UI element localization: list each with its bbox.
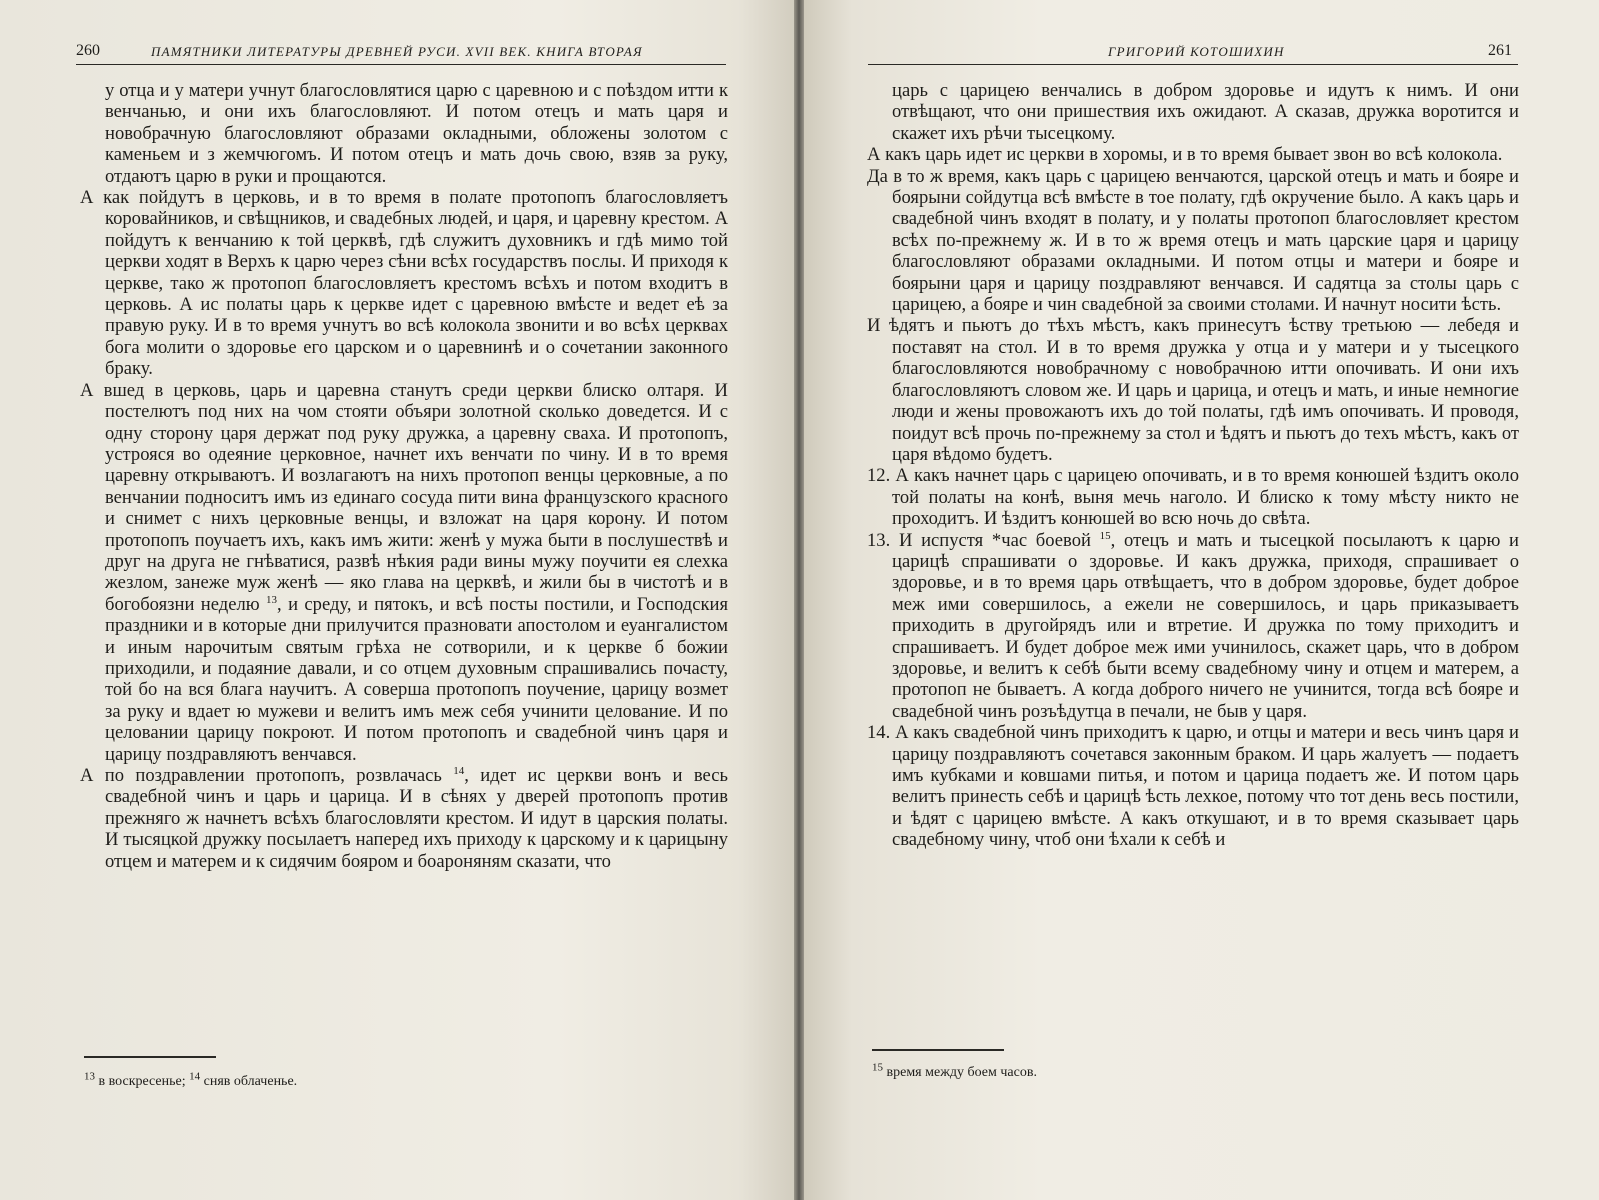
page-number: 261 bbox=[1488, 42, 1512, 59]
footnote-marker: 13 bbox=[266, 593, 278, 606]
footnote-number: 14 bbox=[189, 1070, 201, 1083]
right-page bbox=[804, 0, 1599, 1200]
paragraph bbox=[80, 80, 728, 187]
paragraph-text: , и среду, и пятокъ, и всѣ посты постили, и Господския праздники и в которые дни прилучится празновати апостолом и еуангалистом и иным нарочитым святым грѣха не сотворили, и к церкве б божии приходили, и подаяние давали, и со отцем духовным спрашивались почасту, той бо на вся блага научитъ. А соверша протопопъ поучение, царицу возмет за руку и вдает ю мужеви и велитъ имъ меж себя учинити целование. И по целовании царицу покроют. И потом протопопъ и свадебной чинъ царя и царицу поздравляютъ венчався. bbox=[105, 593, 728, 765]
paragraph bbox=[867, 80, 1519, 144]
paragraph-text: 12. А какъ начнет царь с царицею опочивать, и в то время конюшей ѣздитъ около той полаты на конѣ, выня мечь наголо. И блиско к тому мѣсту никто не проходитъ. И ѣздитъ конюшей во всю ночь до свѣта. bbox=[867, 465, 1519, 530]
left-page-body bbox=[80, 80, 728, 872]
paragraph bbox=[80, 765, 728, 872]
paragraph-text: А какъ царь идет ис церкви в хоромы, и в то время бывает звон во всѣ колокола. bbox=[867, 144, 1503, 166]
paragraph bbox=[867, 166, 1519, 316]
page-number: 260 bbox=[76, 42, 100, 59]
left-page bbox=[0, 0, 794, 1200]
right-page-body bbox=[867, 80, 1519, 851]
paragraph-text: у отца и у матери учнут благословлятися царю с царевною и с поѣздом итти к венчанью, и они ихъ благословляют. И потом отецъ и мать царя и новобрачную благословляют образами окладными, обложены золотом с каменьем и з жемчюгомъ. И потом отецъ и мать дочь свою, взяв за руку, отдаютъ царю в руки и прощаются. bbox=[105, 80, 728, 187]
paragraph bbox=[867, 722, 1519, 850]
paragraph bbox=[867, 465, 1519, 529]
paragraph-text: царь с царицею венчались в добром здоровье и идутъ к нимъ. И они отвѣщают, что они пришествия ихъ ожидают. А сказав, дружка воротится и скажет ихъ рѣчи тысецкому. bbox=[892, 80, 1519, 144]
footnote-marker: 15 bbox=[1099, 529, 1111, 542]
right-footnotes bbox=[872, 1061, 1512, 1082]
running-title: ПАМЯТНИКИ ЛИТЕРАТУРЫ ДРЕВНЕЙ РУСИ. XVII ВЕК. КНИГА ВТОРАЯ bbox=[151, 44, 643, 59]
paragraph-text: А как пойдутъ в церковь, и в то время в полате протопопъ благословляетъ коровайников, и свѣщников, и свадебных людей, и царя, и царевну крестом. А пойдутъ к венчанию к той церквѣ, гдѣ служитъ духовникъ и гдѣ мимо той церкви ходят в Верхъ к царю через сѣни всѣх государствъ послы. И приходя к церкве, тако ж протопоп благословляетъ крестомъ всѣхъ и потом входитъ в церковь. А ис полаты царь к церкве идет с царевною вмѣсте и ведет еѣ за правую руку. И в то время учнутъ во всѣ колокола звонити и во всѣх церквах бога молити о здоровье его царском и о царевнинѣ и о сочетании законного браку. bbox=[80, 187, 728, 380]
paragraph bbox=[80, 187, 728, 380]
footnote-rule bbox=[872, 1049, 1004, 1051]
paragraph bbox=[80, 380, 728, 765]
footnote-rule bbox=[84, 1056, 216, 1058]
footnote-text: в воскресенье; bbox=[95, 1074, 190, 1089]
paragraph-text: , отецъ и мать и тысецкой посылаютъ к царю и царицѣ спрашивати о здоровье. И какъ дружка, приходя, спрашивает о здоровье, и в то время царь отвѣщаетъ, что в добром здоровье, будет доброе меж ими совершилось, а ежели не совершилось, и царь приказываетъ приходить в другойрядъ или и втретие. И дружка по тому приходитъ и спрашиваетъ. И будет доброе меж ими учинилось, скажет царь, что в добром здоровье, и велитъ к себѣ быти всему свадебному чину и отцем и матерем, а протопоп не бываетъ. А когда доброго ничего не учинится, тогда всѣ бояре и свадебной чинъ розъѣдутца в печали, не быв у царя. bbox=[892, 529, 1519, 722]
left-footnotes bbox=[84, 1070, 724, 1091]
footnote-number: 15 bbox=[872, 1061, 883, 1074]
paragraph-text: И ѣдятъ и пьютъ до тѣхъ мѣстъ, какъ принесутъ ѣству третьюю — лебедя и поставят на стол. И в то время дружка у отца и у матери и у тысецкого благословляются новобрачному с новобрачною итти опочивать. И они ихъ благословляютъ словом же. И царь и царица, и отецъ и мать, и иные немногие люди и жены провожаютъ ихъ до той полаты, гдѣ имъ опочивать. И проводя, поидут всѣ прочь по-прежнему за стол и ѣдятъ и пьютъ до техъ мѣстъ, какъ от царя вѣдомо будетъ. bbox=[867, 315, 1519, 465]
running-title: ГРИГОРИЙ КОТОШИХИН bbox=[1108, 44, 1285, 59]
right-page-header bbox=[868, 42, 1518, 65]
paragraph-text: А по поздравлении протопопъ, розвлачась bbox=[80, 765, 454, 786]
footnote-number: 13 bbox=[84, 1070, 95, 1083]
footnote-text: сняв облаченье. bbox=[200, 1074, 298, 1089]
footnote-text: время между боем часов. bbox=[883, 1065, 1037, 1080]
paragraph-text: 14. А какъ свадебной чинъ приходитъ к царю, и отцы и матери и весь чинъ царя и царицу поздравляютъ сочетався законным браком. И царь жалуетъ — подаетъ имъ кубками и ковшами питья, и потом и царица подаетъ же. И потом царь велитъ принесть себѣ и царицѣ ѣсть лехкое, потому что тот день весь постили, и ѣдят с царицею вмѣсте. А какъ откушают, и в то время сказывает царь свадебному чину, чтоб они ѣхали к себѣ и bbox=[867, 722, 1519, 851]
left-page-header bbox=[76, 42, 726, 65]
footnote-marker: 14 bbox=[453, 764, 465, 777]
paragraph bbox=[867, 315, 1519, 465]
paragraph-text: 13. И испустя *час боевой bbox=[867, 529, 1100, 551]
paragraph bbox=[867, 144, 1519, 165]
paragraph-text: А вшед в церковь, царь и царевна станутъ среди церкви блиско олтаря. И постелютъ под них на чом стояти объяри золотной сколько доведется. И с одну сторону царя держат под руку дружка, а царевну свaха. И протопопъ, устрояся во одеяние церковное, начнет ихъ венчати по чину. И в то время царевну открываютъ. И возлагаютъ на нихъ протопоп венцы церковные, а по венчании подноситъ имъ из единаго сосуда пити вина французского красного и снимет с нихъ церковные венцы, и взложат на царя корону. И потом протопопъ поучаетъ ихъ, какъ имъ жити: женѣ у мужа быти в послушествѣ и друг на друга не гнѣватися, развѣ нѣкия ради вины мужу поучити ея слехка жезлом, занеже муж женѣ — яко глава на церквѣ, и жили бы в чистотѣ и в богобоязни неделю bbox=[80, 379, 728, 615]
book-gutter bbox=[794, 0, 804, 1200]
paragraph-text: , идет ис церкви вонъ и весь свадебной чинъ и царь и царица. И в сѣнях у дверей протопопъ против прежняго ж начнетъ всѣхъ благословляти крестом. И идут в царския полаты. И тысяцкой дружку посылаетъ наперед ихъ приходу к царскому и к царицыну отцем и матерем и к сидячим бояром и боароняням сказати, что bbox=[105, 765, 728, 872]
paragraph bbox=[867, 530, 1519, 723]
paragraph-text: Да в то ж время, какъ царь с царицею венчаются, царской отецъ и мать и бояре и боярыни сойдутца всѣ вмѣсте в тое полату, гдѣ окручение было. А какъ царь и свадебной чинъ входят в полату, и у полаты протопоп благословляет крестом всѣх по-прежнему ж. И в то ж время отецъ и мать царские царя и царицу благословляют образами окладными. И потом отцы и матери и бояре и боярыни царя и царицу поздравляют венчався. И садятца за столы царь с царицею, а бояре и чин свадебной за своими столами. И начнут носити ѣсть. bbox=[867, 165, 1519, 316]
